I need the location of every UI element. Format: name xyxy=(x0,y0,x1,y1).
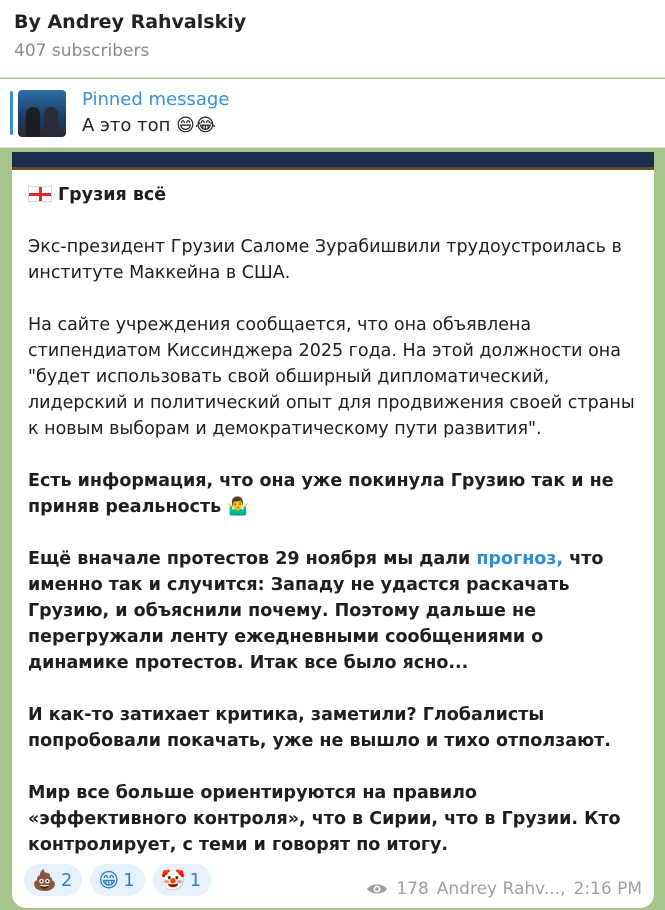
pinned-text: А это топ 😄😂 xyxy=(82,115,216,136)
pinned-thumbnail xyxy=(18,90,66,137)
reaction-count: 2 xyxy=(60,869,73,891)
paragraph-4 xyxy=(28,546,640,676)
reaction-count: 1 xyxy=(123,869,135,891)
paragraph-6: Мир все больше ориентируются на правило «эффективного контроля», что в Сирии, что в Грузии. Кто контролирует, с теми и говорят по итогу. xyxy=(28,783,621,855)
reaction-count: 1 xyxy=(189,869,202,891)
subscriber-count: 407 subscribers xyxy=(14,41,150,61)
pinned-label: Pinned message xyxy=(82,89,230,110)
view-count: 178 xyxy=(396,879,429,899)
paragraph-2: На сайте учреждения сообщается, что она объявлена стипендиатом Киссинджера 2025 года. На этой должности она "будет использовать свой обширный дипломатический, лидерский и политический опыт для продвижения своей страны к новым выборам и демократическому пути развития". xyxy=(28,315,635,439)
media-preview[interactable] xyxy=(12,152,654,170)
channel-title: By Andrey Rahvalskiy xyxy=(14,11,247,33)
thumbnail-figure xyxy=(44,107,58,137)
headline-text: Грузия всё xyxy=(58,185,167,205)
paragraph-1: Экс-президент Грузии Саломе Зурабишвили трудоустроилась в институте Маккейна в США. xyxy=(28,237,622,283)
grin-icon: 😁 xyxy=(98,868,120,892)
paragraph-5: И как-то затихает критика, заметили? Глобалисты попробовали покачать, уже не вышло и тихо отползают. xyxy=(28,705,611,751)
reactions-row xyxy=(24,864,211,896)
forecast-link[interactable]: прогноз, xyxy=(476,549,564,569)
pinned-indicator xyxy=(10,91,13,135)
clown-icon: 🤡 xyxy=(160,868,186,892)
chat-header[interactable] xyxy=(0,0,665,78)
message-bubble xyxy=(12,152,654,908)
reaction-grin[interactable] xyxy=(90,864,144,896)
message-time: 2:16 PM xyxy=(573,879,642,899)
message-headline xyxy=(28,182,640,208)
georgia-flag-icon xyxy=(28,186,52,202)
message-text xyxy=(28,182,640,884)
p4-after: что именно так и случится: Западу не удастся раскачать Грузию, и объяснили почему. Поэтому дальше не перегружали ленту ежедневными сообщениями о динамике протестов. Итак все было ясно... xyxy=(28,549,604,673)
message-meta xyxy=(366,879,642,899)
eye-icon xyxy=(366,882,388,896)
poop-icon: 💩 xyxy=(32,868,57,892)
pinned-message-bar[interactable] xyxy=(0,79,665,148)
reaction-poop[interactable] xyxy=(24,864,82,896)
reaction-clown[interactable] xyxy=(153,864,211,896)
paragraph-3: Есть информация, что она уже покинула Грузию так и не приняв реальность 🤷‍♂️ xyxy=(28,471,614,517)
thumbnail-figure xyxy=(26,107,40,137)
p4-before: Ещё вначале протестов 29 ноября мы дали xyxy=(28,549,477,569)
author-signature: Andrey Rahv..., xyxy=(436,879,566,899)
